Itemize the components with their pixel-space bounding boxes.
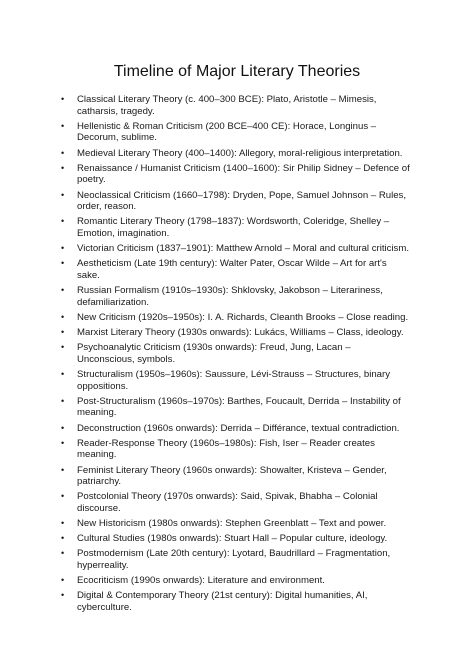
bullet-icon: • — [61, 533, 65, 544]
list-item — [60, 285, 410, 308]
bullet-icon: • — [61, 243, 65, 254]
list-item — [60, 190, 410, 213]
list-item — [60, 312, 410, 324]
bullet-icon: • — [61, 491, 65, 502]
list-item-text: Feminist Literary Theory (1960s onwards): Showalter, Kristeva – Gender, patriarchy. — [77, 464, 387, 488]
list-item-text: Psychoanalytic Criticism (1930s onwards): Freud, Jung, Lacan – Unconscious, symbols. — [77, 342, 351, 365]
list-item-text: Postmodernism (Late 20th century): Lyotard, Baudrillard – Fragmentation, hyperreality. — [77, 548, 391, 572]
bullet-icon: • — [61, 422, 65, 433]
bullet-icon: • — [61, 575, 65, 586]
list-item-text: Classical Literary Theory (c. 400–300 BCE): Plato, Aristotle – Mimesis, catharsis, tragedy. — [77, 94, 377, 117]
list-item-text: Postcolonial Theory (1970s onwards): Said, Spivak, Bhabha – Colonial discourse. — [77, 491, 378, 514]
bullet-icon: • — [61, 94, 65, 104]
list-item-text: Post-Structuralism (1960s–1970s): Barthes, Foucault, Derrida – Instability of meaning. — [77, 395, 401, 419]
list-item — [60, 163, 410, 186]
bullet-icon: • — [61, 590, 65, 601]
list-item-text: New Criticism (1920s–1950s): I. A. Richards, Cleanth Brooks – Close reading. — [77, 311, 409, 323]
list-item — [60, 342, 410, 365]
list-item-text: Digital & Contemporary Theory (21st century): Digital humanities, AI, cyberculture. — [77, 590, 368, 614]
bullet-icon: • — [61, 189, 65, 200]
list-item-text: Aestheticism (Late 19th century): Walter Pater, Oscar Wilde – Art for art's sake. — [77, 258, 387, 281]
bullet-icon: • — [61, 369, 65, 379]
bullet-icon: • — [61, 395, 65, 406]
list-item — [60, 396, 410, 419]
bullet-icon: • — [61, 285, 65, 296]
list-item — [60, 423, 410, 435]
list-item — [60, 121, 410, 144]
list-item — [60, 243, 410, 255]
bullet-icon: • — [61, 437, 65, 448]
list-item-text: New Historicism (1980s onwards): Stephen Greenblatt – Text and power. — [77, 518, 387, 530]
list-item-text: Hellenistic & Roman Criticism (200 BCE–400 CE): Horace, Longinus – Decorum, sublime. — [77, 120, 377, 144]
bullet-icon: • — [61, 258, 65, 269]
list-item — [60, 491, 410, 514]
bullet-icon: • — [61, 120, 65, 131]
bullet-icon: • — [61, 311, 65, 322]
theory-list — [60, 94, 410, 617]
list-item-text: Medieval Literary Theory (400–1400): Allegory, moral-religious interpretation. — [77, 147, 403, 159]
list-item-text: Victorian Criticism (1837–1901): Matthew Arnold – Moral and cultural criticism. — [77, 243, 410, 255]
bullet-icon: • — [61, 147, 65, 158]
bullet-icon: • — [61, 548, 65, 559]
bullet-icon: • — [61, 464, 65, 475]
list-item — [60, 575, 410, 587]
list-item-text: Ecocriticism (1990s onwards): Literature and environment. — [77, 575, 325, 587]
list-item — [60, 438, 410, 461]
bullet-icon: • — [61, 327, 65, 338]
bullet-icon: • — [61, 342, 65, 353]
list-item — [60, 590, 410, 613]
list-item-text: Marxist Literary Theory (1930s onwards): Lukács, Williams – Class, ideology. — [77, 327, 404, 339]
list-item-text: Structuralism (1950s–1960s): Saussure, Lévi-Strauss – Structures, binary oppositions. — [77, 369, 391, 392]
list-item — [60, 258, 410, 281]
list-item-text: Reader-Response Theory (1960s–1980s): Fish, Iser – Reader creates meaning. — [77, 437, 375, 461]
list-item-text: Neoclassical Criticism (1660–1798): Dryden, Pope, Samuel Johnson – Rules, order, reason. — [77, 189, 407, 213]
list-item — [60, 369, 410, 392]
list-item — [60, 533, 410, 545]
bullet-icon: • — [61, 518, 65, 529]
list-item — [60, 148, 410, 160]
list-item-text: Renaissance / Humanist Criticism (1400–1600): Sir Philip Sidney – Defence of poetry. — [77, 162, 410, 186]
list-item — [60, 216, 410, 239]
list-item-text: Romantic Literary Theory (1798–1837): Wordsworth, Coleridge, Shelley – Emotion, imagination. — [77, 216, 390, 239]
list-item-text: Cultural Studies (1980s onwards): Stuart Hall – Popular culture, ideology. — [77, 533, 388, 545]
list-item — [60, 518, 410, 530]
list-item-text: Russian Formalism (1910s–1930s): Shklovsky, Jakobson – Literariness, defamiliarization. — [77, 285, 383, 308]
page-title: Timeline of Major Literary Theories — [113, 63, 361, 80]
list-item — [60, 327, 410, 339]
list-item-text: Deconstruction (1960s onwards): Derrida – Différance, textual contradiction. — [77, 422, 400, 434]
list-item — [60, 94, 410, 117]
list-item — [60, 548, 410, 571]
bullet-icon: • — [61, 216, 65, 227]
bullet-icon: • — [61, 162, 65, 173]
list-item — [60, 465, 410, 488]
